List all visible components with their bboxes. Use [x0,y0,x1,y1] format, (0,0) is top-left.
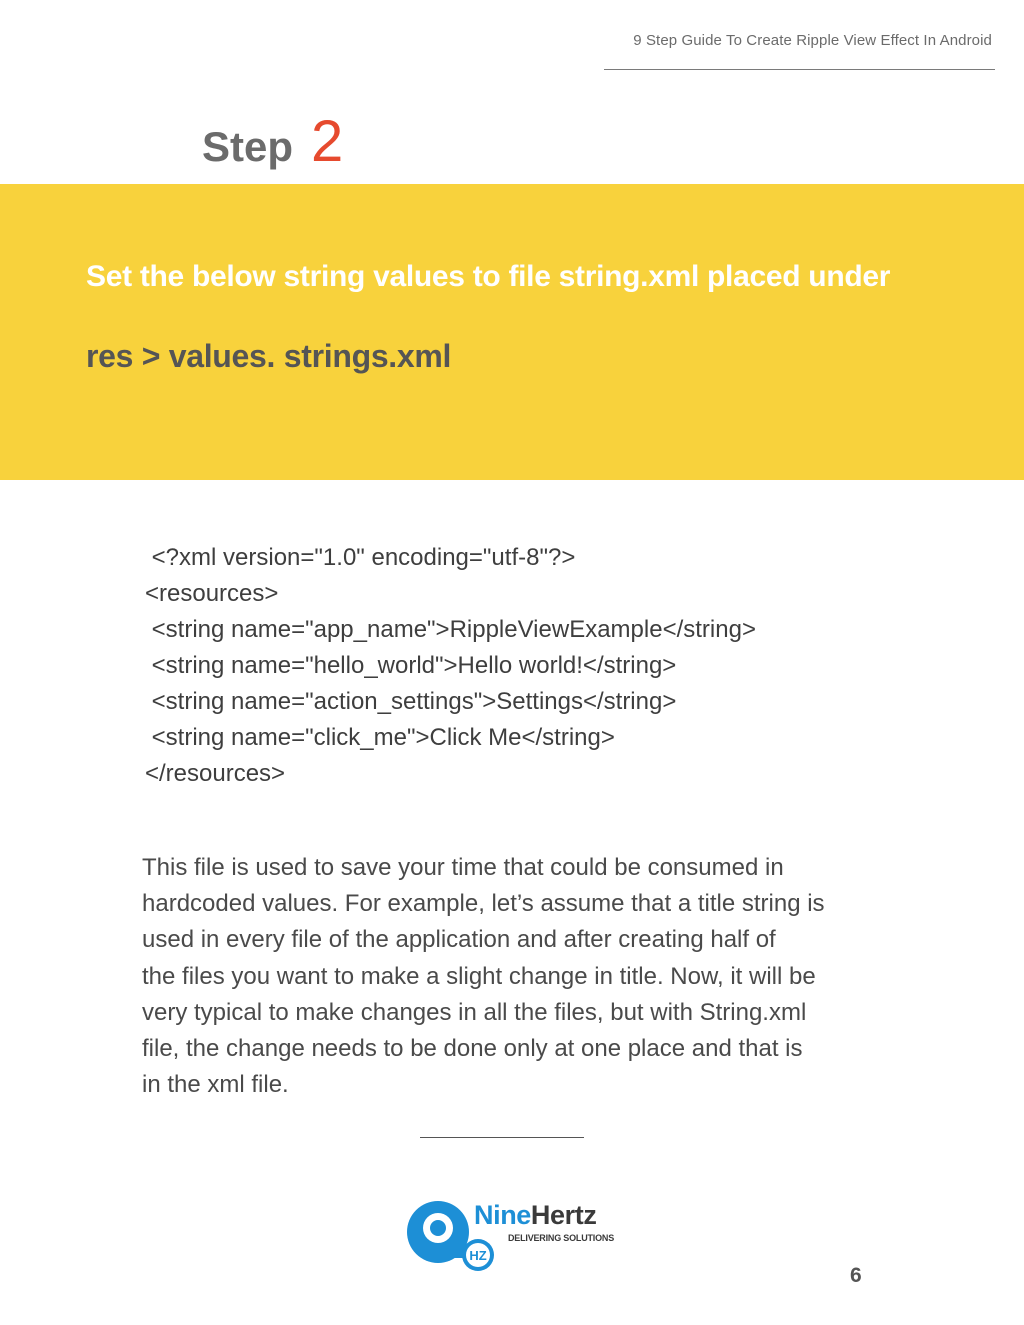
footer-divider [420,1137,584,1138]
banner-instruction: Set the below string values to file string.xml placed under [86,260,891,293]
logo-badge-text: HZ [469,1248,487,1263]
code-line: <?xml version="1.0" encoding="utf-8"?> [145,544,576,571]
code-line: <string name="hello_world">Hello world!</string> [145,652,677,679]
header-divider [604,69,995,70]
banner-path: res > values. strings.xml [86,338,452,374]
paragraph-line: file, the change needs to be done only at one place and that is [142,1035,803,1063]
paragraph-line: in the xml file. [142,1071,289,1099]
logo-wordmark-part1: Nine [474,1200,531,1230]
logo-wordmark [474,1200,596,1231]
code-line: <string name="action_settings">Settings</string> [145,688,677,715]
code-line: <string name="app_name">RippleViewExample</string> [145,616,756,643]
paragraph-line: hardcoded values. For example, let’s assume that a title string is [142,890,825,918]
code-line: <string name="click_me">Click Me</string> [145,724,615,751]
explanation-paragraph [142,850,942,1103]
code-line: <resources> [145,580,279,607]
step-label: Step [202,123,294,170]
paragraph-line: This file is used to save your time that could be consumed in [142,854,784,881]
header-title: 9 Step Guide To Create Ripple View Effect In Android [633,32,992,49]
xml-code-block [145,540,756,792]
logo-wordmark-part2: Hertz [530,1200,597,1230]
paragraph-line: used in every file of the application and after creating half of [142,926,776,954]
code-line: </resources> [145,760,286,787]
logo-tagline: DELIVERING SOLUTIONS [508,1233,615,1243]
page-number: 6 [850,1264,862,1287]
step-heading [202,108,343,175]
paragraph-line: very typical to make changes in all the files, but with String.xml [142,998,807,1026]
step-number: 2 [311,109,344,174]
ninehertz-logo [402,1196,632,1276]
paragraph-line: the files you want to make a slight change in title. Now, it will be [142,962,816,990]
instruction-banner [0,184,1024,480]
